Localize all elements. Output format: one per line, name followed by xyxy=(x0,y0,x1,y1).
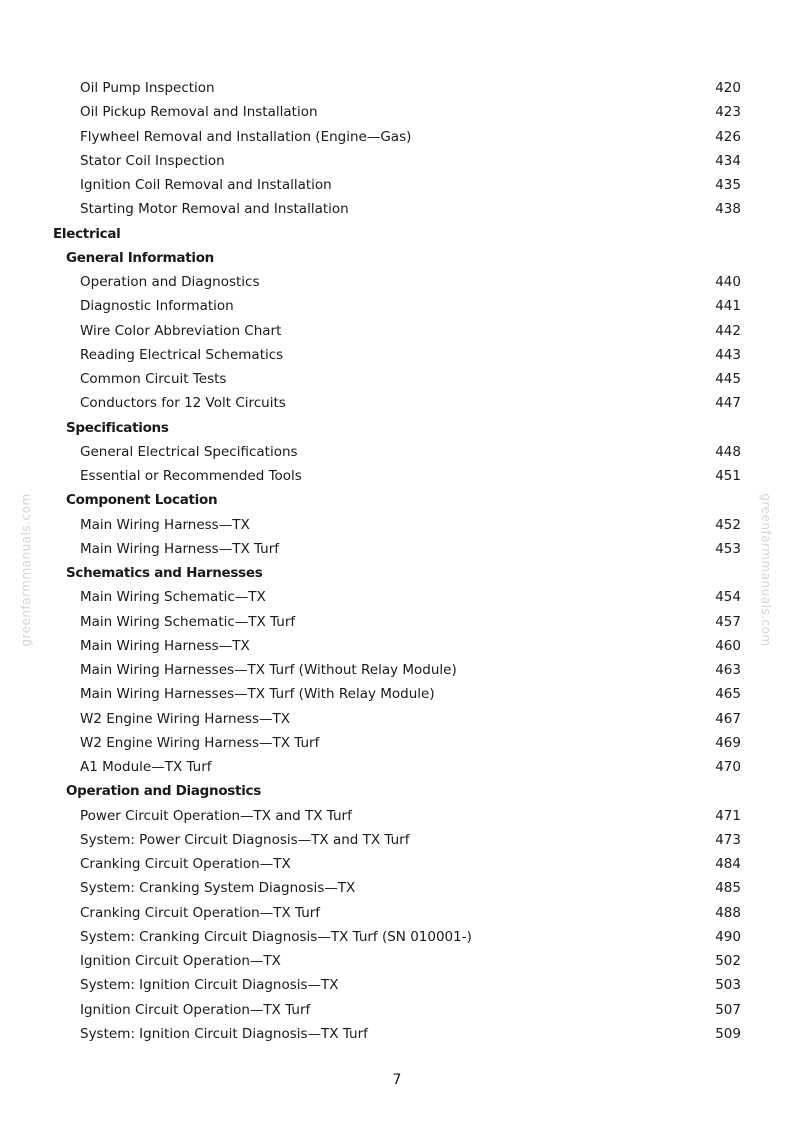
toc-entry-title[interactable]: Stator Coil Inspection xyxy=(80,152,225,169)
toc-entry-page-number[interactable]: 460 xyxy=(715,637,741,654)
toc-entry[interactable] xyxy=(0,100,794,124)
toc-entry-page-number[interactable]: 485 xyxy=(715,880,741,897)
toc-entry-page-number[interactable]: 484 xyxy=(715,856,741,872)
toc-entry-title: Component Location xyxy=(66,492,218,509)
toc-entry-page-number[interactable]: 423 xyxy=(715,104,741,121)
toc-entry-page-number[interactable]: 509 xyxy=(715,1025,741,1042)
toc-entry-page-number[interactable]: 467 xyxy=(715,710,741,727)
toc-entry-page-number[interactable]: 490 xyxy=(715,928,741,945)
toc-entry-title[interactable]: Cranking Circuit Operation—TX xyxy=(80,856,291,872)
toc-entry-page-number[interactable]: 471 xyxy=(715,807,741,824)
toc-entry[interactable] xyxy=(0,319,794,343)
page-number: 7 xyxy=(392,1072,402,1088)
toc-entry-title[interactable]: Reading Electrical Schematics xyxy=(80,346,284,363)
watermark-left: greenfarmmanuals.com xyxy=(19,493,33,647)
toc-entry-title[interactable]: A1 Module—TX Turf xyxy=(80,759,212,775)
toc-entry[interactable] xyxy=(0,197,794,221)
toc-entry[interactable] xyxy=(0,585,794,609)
toc-entry-title: Schematics and Harnesses xyxy=(66,565,263,581)
toc-entry[interactable] xyxy=(0,634,794,658)
toc-entry[interactable] xyxy=(0,610,794,634)
toc-entry-page-number[interactable]: 502 xyxy=(715,953,741,969)
toc-entry-page-number[interactable]: 457 xyxy=(715,613,741,630)
toc-entry-title: General Information xyxy=(66,249,214,266)
toc-subsection-heading xyxy=(0,561,794,585)
toc-entry-title: Specifications xyxy=(66,419,169,436)
toc-entry[interactable] xyxy=(0,998,794,1022)
toc-entry[interactable] xyxy=(0,682,794,706)
toc-entry-title[interactable]: Starting Motor Removal and Installation xyxy=(80,201,349,218)
toc-entry-title[interactable]: General Electrical Specifications xyxy=(80,443,298,460)
toc-entry-title[interactable]: System: Ignition Circuit Diagnosis—TX Turf xyxy=(80,1025,368,1042)
toc-entry[interactable] xyxy=(0,464,794,488)
toc-entry-page-number[interactable]: 438 xyxy=(715,201,741,218)
toc-entry-title[interactable]: Power Circuit Operation—TX and TX Turf xyxy=(80,807,352,824)
toc-entry[interactable] xyxy=(0,949,794,973)
toc-entry[interactable] xyxy=(0,294,794,318)
toc-entry-page-number[interactable]: 420 xyxy=(715,80,741,96)
toc-entry[interactable] xyxy=(0,125,794,149)
toc-entry[interactable] xyxy=(0,343,794,367)
toc-entry-title[interactable]: Ignition Circuit Operation—TX Turf xyxy=(80,1001,311,1018)
toc-entry[interactable] xyxy=(0,1022,794,1046)
toc-entry-title: Electrical xyxy=(53,225,121,242)
toc-entry-title[interactable]: Main Wiring Harness—TX xyxy=(80,637,250,654)
toc-entry-page-number[interactable]: 451 xyxy=(715,468,741,484)
toc-entry[interactable] xyxy=(0,828,794,852)
toc-entry-title[interactable]: Main Wiring Harnesses—TX Turf (With Relay Module) xyxy=(80,686,435,703)
toc-entry[interactable] xyxy=(0,658,794,682)
toc-entry-page-number[interactable]: 470 xyxy=(715,759,741,775)
toc-entry-title[interactable]: System: Power Circuit Diagnosis—TX and TX Turf xyxy=(80,831,410,848)
toc-entry-title[interactable]: System: Cranking Circuit Diagnosis—TX Turf (SN 010001-) xyxy=(80,928,472,945)
watermark-right: greenfarmmanuals.com xyxy=(759,493,773,647)
toc-entry-page-number[interactable]: 453 xyxy=(715,540,741,557)
toc-entry-title: Operation and Diagnostics xyxy=(66,783,261,800)
toc-entry[interactable] xyxy=(0,707,794,731)
toc-entry-page-number[interactable]: 445 xyxy=(715,371,741,387)
toc-entry-page-number[interactable]: 426 xyxy=(715,128,741,145)
toc-subsection-heading xyxy=(0,488,794,512)
toc-entry-title[interactable]: Operation and Diagnostics xyxy=(80,274,260,290)
toc-entry[interactable] xyxy=(0,173,794,197)
toc-entry-page-number[interactable]: 434 xyxy=(715,152,741,169)
toc-entry[interactable] xyxy=(0,901,794,925)
toc-entry[interactable] xyxy=(0,391,794,415)
toc-entry-page-number[interactable]: 443 xyxy=(715,346,741,363)
toc-entry-title[interactable]: Essential or Recommended Tools xyxy=(80,468,302,484)
toc-entry-page-number[interactable]: 442 xyxy=(715,322,741,339)
toc-entry-title[interactable]: Flywheel Removal and Installation (Engine—Gas) xyxy=(80,128,412,145)
toc-entry-title[interactable]: W2 Engine Wiring Harness—TX xyxy=(80,710,290,727)
toc-entry[interactable] xyxy=(0,925,794,949)
toc-entry-page-number[interactable]: 503 xyxy=(715,977,741,994)
toc-entry-title[interactable]: Ignition Circuit Operation—TX xyxy=(80,953,281,969)
toc-subsection-heading xyxy=(0,779,794,803)
toc-entry-page-number[interactable]: 452 xyxy=(715,516,741,533)
toc-entry-title[interactable]: Ignition Coil Removal and Installation xyxy=(80,177,332,193)
toc-entry[interactable] xyxy=(0,76,794,100)
toc-entry[interactable] xyxy=(0,149,794,173)
toc-entry-title[interactable]: Main Wiring Harness—TX xyxy=(80,516,250,533)
toc-entry-page-number[interactable]: 447 xyxy=(715,395,741,412)
toc-entry-page-number[interactable]: 473 xyxy=(715,831,741,848)
toc-entry-title[interactable]: System: Ignition Circuit Diagnosis—TX xyxy=(80,977,339,994)
toc-entry[interactable] xyxy=(0,731,794,755)
toc-entry[interactable] xyxy=(0,755,794,779)
toc-entry-title[interactable]: Oil Pickup Removal and Installation xyxy=(80,104,318,121)
toc-entry-title[interactable]: Main Wiring Schematic—TX xyxy=(80,589,266,606)
toc-entry[interactable] xyxy=(0,973,794,997)
toc-entry-page-number[interactable]: 435 xyxy=(715,177,741,193)
toc-entry-page-number[interactable]: 465 xyxy=(715,686,741,703)
toc-entry-page-number[interactable]: 454 xyxy=(715,589,741,606)
toc-entry[interactable] xyxy=(0,513,794,537)
toc-entry[interactable] xyxy=(0,852,794,876)
toc-entry-page-number[interactable]: 488 xyxy=(715,904,741,921)
toc-entry[interactable] xyxy=(0,440,794,464)
toc-entry-page-number[interactable]: 440 xyxy=(715,274,741,290)
toc-entry-title[interactable]: System: Cranking System Diagnosis—TX xyxy=(80,880,356,897)
toc-entry-title[interactable]: Cranking Circuit Operation—TX Turf xyxy=(80,904,321,921)
toc-subsection-heading xyxy=(0,416,794,440)
toc-entry-page-number[interactable]: 448 xyxy=(715,443,741,460)
toc-entry-title[interactable]: Main Wiring Harness—TX Turf xyxy=(80,540,280,557)
toc-entry-title[interactable]: Common Circuit Tests xyxy=(80,371,227,387)
toc-entry-page-number[interactable]: 507 xyxy=(715,1001,741,1018)
table-of-contents xyxy=(0,76,794,1046)
toc-section-heading xyxy=(0,222,794,246)
toc-entry-title[interactable]: W2 Engine Wiring Harness—TX Turf xyxy=(80,734,320,751)
toc-entry-title[interactable]: Wire Color Abbreviation Chart xyxy=(80,322,282,339)
toc-entry[interactable] xyxy=(0,270,794,294)
toc-entry-page-number[interactable]: 463 xyxy=(715,662,741,678)
toc-entry-title[interactable]: Main Wiring Harnesses—TX Turf (Without Relay Module) xyxy=(80,662,457,678)
toc-entry[interactable] xyxy=(0,537,794,561)
toc-entry[interactable] xyxy=(0,804,794,828)
toc-entry-page-number[interactable]: 469 xyxy=(715,734,741,751)
toc-entry[interactable] xyxy=(0,876,794,900)
toc-entry[interactable] xyxy=(0,367,794,391)
toc-entry-title[interactable]: Main Wiring Schematic—TX Turf xyxy=(80,613,296,630)
toc-entry-title[interactable]: Conductors for 12 Volt Circuits xyxy=(80,395,286,412)
toc-entry-page-number[interactable]: 441 xyxy=(715,298,741,315)
toc-entry-title[interactable]: Diagnostic Information xyxy=(80,298,234,315)
toc-subsection-heading xyxy=(0,246,794,270)
toc-entry-title[interactable]: Oil Pump Inspection xyxy=(80,80,215,96)
